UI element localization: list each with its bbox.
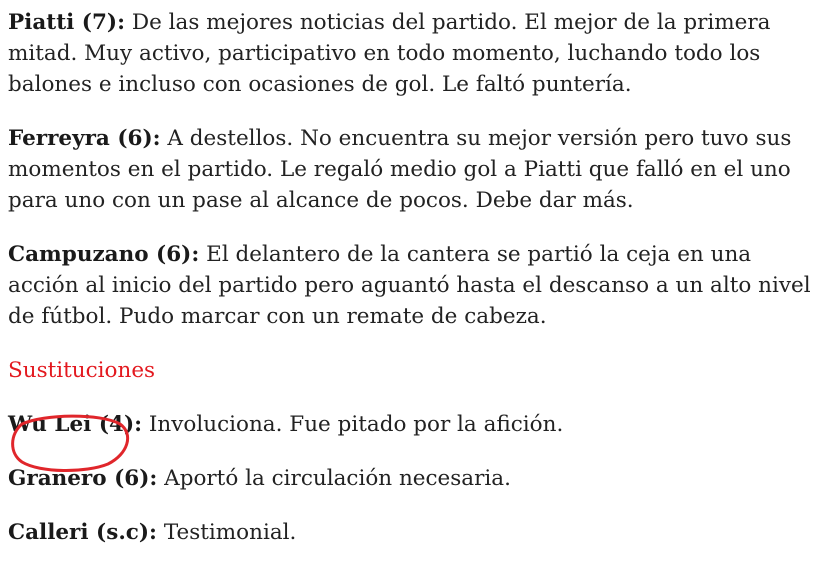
player-comment: De las mejores noticias del partido. El mejor de la primera mitad. Muy activo, participativo en todo momento, luchando todo los balones e incluso con ocasiones de gol. Le faltó puntería. [8, 10, 771, 97]
player-comment: Testimonial. [157, 520, 297, 545]
player-comment: Aportó la circulación necesaria. [157, 466, 511, 491]
player-name: Calleri (s.c): [8, 520, 157, 545]
article-body [8, 7, 824, 571]
player-comment: Involuciona. Fue pitado por la afición. [142, 412, 564, 437]
player-name: Piatti (7): [8, 10, 126, 35]
player-name: Granero (6): [8, 466, 158, 491]
player-rating-piatti [8, 7, 824, 100]
player-comment: A destellos. No encuentra su mejor versión pero tuvo sus momentos en el partido. Le regaló medio gol a Piatti que falló en el uno para uno con un pase al alcance de pocos. Debe dar más. [8, 126, 792, 213]
substitutions-heading: Sustituciones [8, 358, 156, 383]
player-comment: El delantero de la cantera se partió la ceja en una acción al inicio del partido pero aguantó hasta el descanso a un alto nivel de fútbol. Pudo marcar con un remate de cabeza. [8, 242, 811, 329]
player-name: Wu Lei (4): [8, 412, 143, 437]
player-rating-ferreyra [8, 123, 824, 216]
player-rating-calleri [8, 517, 824, 548]
player-rating-campuzano [8, 239, 824, 332]
player-name: Ferreyra (6): [8, 126, 161, 151]
player-rating-wu-lei [8, 409, 824, 440]
player-rating-granero [8, 463, 824, 494]
player-name: Campuzano (6): [8, 242, 200, 267]
